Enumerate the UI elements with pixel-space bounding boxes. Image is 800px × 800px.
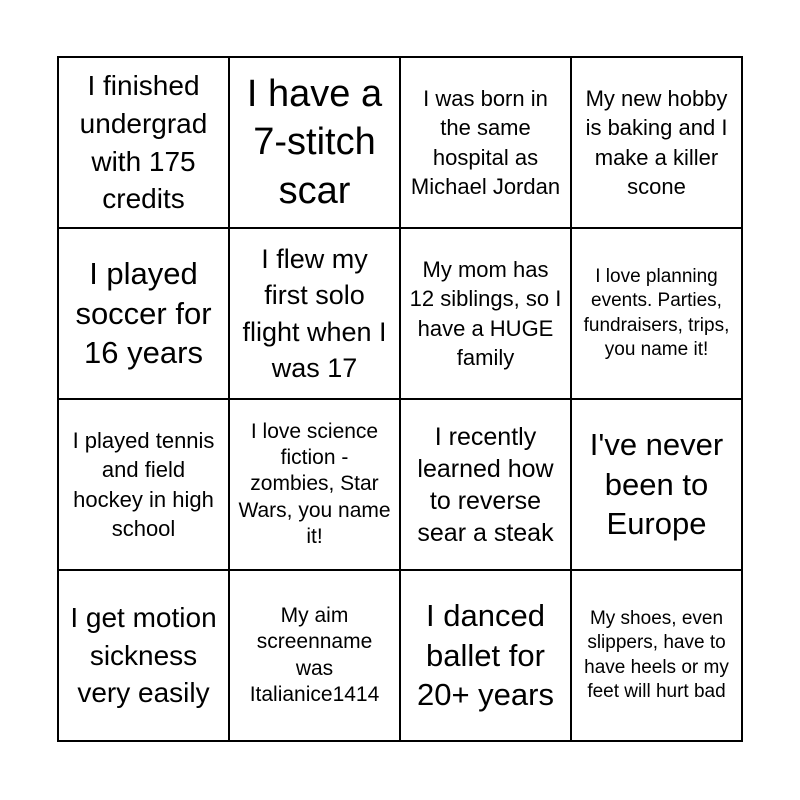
bingo-cell[interactable]: [58, 570, 229, 741]
bingo-cell-text: I recently learned how to reverse sear a steak: [417, 422, 554, 547]
bingo-cell[interactable]: [58, 57, 229, 228]
bingo-board: [57, 56, 743, 742]
bingo-cell[interactable]: [229, 570, 400, 741]
bingo-cell-text: I have a 7-stitch scar: [246, 72, 383, 212]
bingo-cell[interactable]: [58, 228, 229, 399]
bingo-cell[interactable]: [229, 57, 400, 228]
bingo-cell-text: My aim screenname was Italianice1414: [249, 604, 380, 706]
bingo-cell-text: I love planning events. Parties, fundraisers, trips, you name it!: [583, 266, 730, 360]
bingo-cell[interactable]: [229, 228, 400, 399]
bingo-cell-text: I've never been to Europe: [589, 427, 724, 542]
bingo-cell-text: I danced ballet for 20+ years: [416, 598, 554, 713]
bingo-cell-text: I played soccer for 16 years: [75, 256, 212, 371]
bingo-cell[interactable]: [571, 399, 742, 570]
bingo-cell-text: I played tennis and field hockey in high school: [72, 428, 215, 541]
bingo-cell[interactable]: [58, 399, 229, 570]
bingo-cell-text: I flew my first solo flight when I was 17: [242, 243, 387, 383]
bingo-cell[interactable]: [400, 399, 571, 570]
bingo-cell-text: My new hobby is baking and I make a killer scone: [585, 86, 728, 199]
bingo-cell[interactable]: [400, 228, 571, 399]
bingo-cell-text: My mom has 12 siblings, so I have a HUGE family: [409, 257, 562, 370]
bingo-cell[interactable]: [229, 399, 400, 570]
bingo-cell[interactable]: [571, 228, 742, 399]
bingo-cell[interactable]: [400, 570, 571, 741]
bingo-cell-text: I love science fiction - zombies, Star Wars, you name it!: [238, 419, 391, 548]
bingo-cell[interactable]: [571, 570, 742, 741]
bingo-cell[interactable]: [400, 57, 571, 228]
bingo-cell[interactable]: [571, 57, 742, 228]
bingo-cell-text: My shoes, even slippers, have to have heels or my feet will hurt bad: [584, 608, 729, 702]
bingo-cell-text: I get motion sickness very easily: [70, 601, 217, 709]
bingo-cell-text: I was born in the same hospital as Michael Jordan: [410, 86, 561, 199]
bingo-cell-text: I finished undergrad with 175 credits: [79, 69, 208, 215]
